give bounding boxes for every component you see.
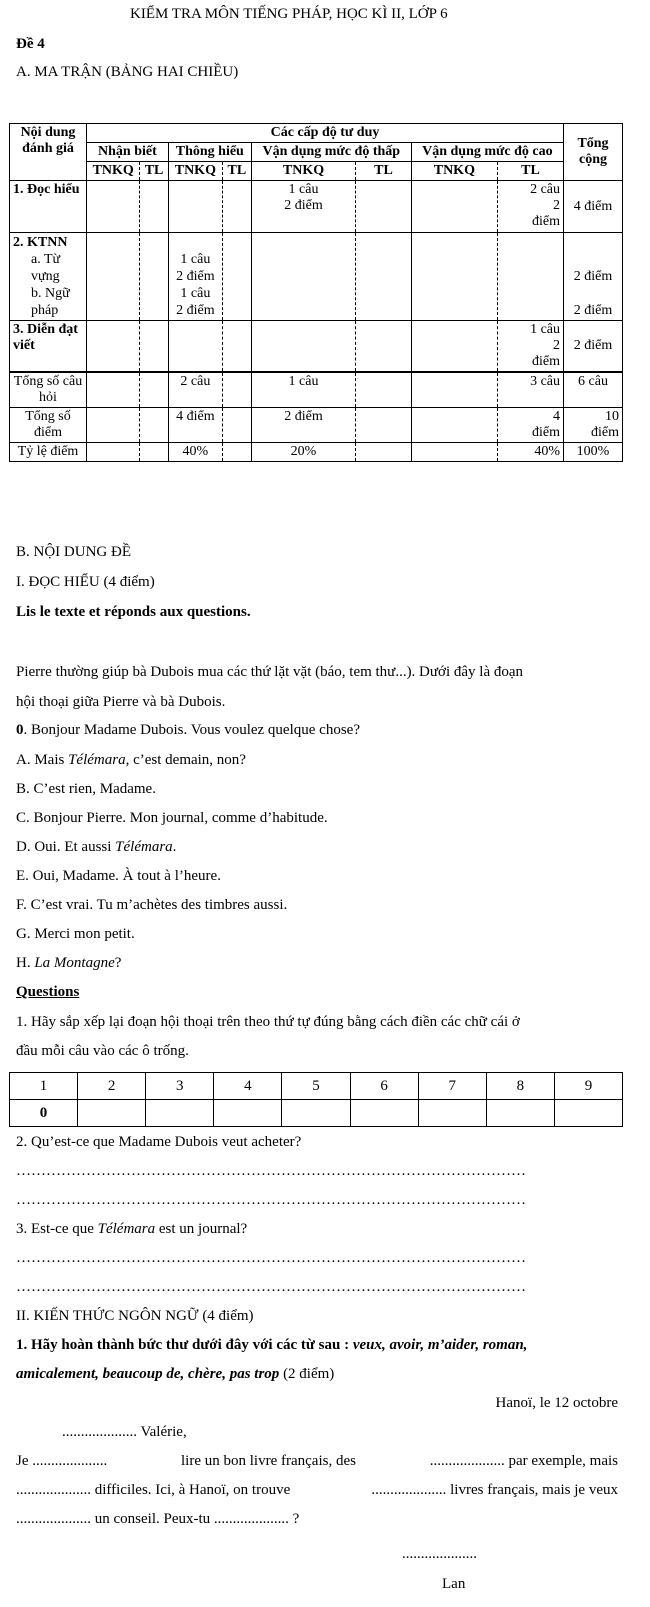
blank-field[interactable]: .................... [62,1424,137,1440]
dialogue-line-g: G. Merci mon petit. [16,926,135,942]
dialogue-line-d: D. Oui. Et aussi Télémara. [16,839,177,855]
grid-answer-cell[interactable] [554,1100,622,1127]
dialogue-line-f: F. C’est vrai. Tu m’achètes des timbres aussi. [16,897,288,913]
sub-header: TL [222,162,251,181]
sum-questions-label: Tổng số câu hỏi [10,372,87,408]
grid-answer-cell[interactable] [214,1100,282,1127]
part1-instruction: Lis le texte et réponds aux questions. [16,604,251,620]
q2-text: 2. Qu’est-ce que Madame Dubois veut acheter? [16,1134,302,1150]
sub-header: TNKQ [251,162,355,181]
sub-header: TNKQ [168,162,222,181]
grid-number: 9 [554,1073,622,1100]
section-a-title: A. MA TRẬN (BẢNG HAI CHIỀU) [16,64,239,80]
grid-number: 7 [418,1073,486,1100]
blank-field[interactable]: .................... [16,1482,91,1498]
cell-value: 20% [251,443,355,462]
cell-total: 4 điểm [564,181,623,233]
cell-value: 4 điểm [168,408,222,443]
letter-line-2: .................... difficiles. Ici, à Hanoï, on trouve .................... livres français, mais je veux [16,1482,618,1498]
dialogue-line-0: 0. Bonjour Madame Dubois. Vous voulez quelque chose? [16,722,360,738]
col-content-header: Nội dung đánh giá [10,124,87,181]
letter-date: Hanoï, le 12 octobre [495,1395,618,1411]
letter-greeting: .................... Valérie, [62,1424,187,1440]
answer-line[interactable]: ………………………………………………………………………………………… [16,1279,526,1295]
dialogue-line-a: A. Mais Télémara, c’est demain, non? [16,752,246,768]
row-label-reading: 1. Đọc hiểu [10,181,87,233]
grid-number: 3 [146,1073,214,1100]
q1-line-1: 1. Hãy sắp xếp lại đoạn hội thoại trên theo thứ tự đúng bằng cách điền các chữ cái ở [16,1014,520,1030]
task-line-1: 1. Hãy hoàn thành bức thư dưới đây với các từ sau : veux, avoir, m’aider, roman, [16,1337,528,1353]
sub-header: TNKQ [87,162,140,181]
blank-field[interactable]: .................... [16,1511,91,1527]
ktnn-b: b. Ngữ pháp [31,286,70,318]
level-header: Nhận biết [87,143,169,162]
grid-answer-cell[interactable] [486,1100,554,1127]
answer-grid [9,1072,623,1127]
col-total-header: Tổng cộng [564,124,623,181]
answer-line[interactable]: ………………………………………………………………………………………… [16,1192,526,1208]
closing-blank[interactable]: .................... [402,1546,477,1562]
answer-line[interactable]: ………………………………………………………………………………………… [16,1250,526,1266]
sum-points-label: Tổng số điểm [10,408,87,443]
cell-value: 2 điểm [251,408,355,443]
ratio-label: Tỷ lệ điểm [10,443,87,462]
cell-value: 2 câu [168,372,222,408]
blank-field[interactable]: .................... [429,1453,505,1469]
section-b-title: B. NỘI DUNG ĐỀ [16,544,131,560]
row-label-writing: 3. Diễn đạt viết [10,321,87,373]
dialogue-line-e: E. Oui, Madame. À tout à l’heure. [16,868,221,884]
grid-number: 2 [78,1073,146,1100]
letter-line-3: .................... un conseil. Peux-tu .................... ? [16,1511,300,1527]
dialogue-line-h: H. La Montagne? [16,955,122,971]
grid-answer-cell[interactable] [78,1100,146,1127]
row-label-ktnn [10,233,87,321]
answer-line[interactable]: ………………………………………………………………………………………… [16,1163,526,1179]
cell-value: 4 điểm [497,408,563,443]
cell-total: 6 câu [564,372,623,408]
exam-number: Đề 4 [16,36,45,52]
cell-value: 1 câu 2 điểm [251,181,355,233]
grid-number: 8 [486,1073,554,1100]
grid-answer-cell[interactable] [350,1100,418,1127]
level-header: Vận dụng mức độ thấp [251,143,411,162]
part2-heading: II. KIẾN THỨC NGÔN NGỮ (4 điểm) [16,1308,254,1324]
grid-number: 1 [10,1073,78,1100]
cell-total: 10 điểm [564,408,623,443]
page-title: KIỂM TRA MÔN TIẾNG PHÁP, HỌC KÌ II, LỚP 6 [130,6,448,22]
cell-value: 1 câu 2 điểm [497,321,563,373]
task-line-2: amicalement, beaucoup de, chère, pas trop (2 điểm) [16,1366,335,1382]
sub-header: TL [497,162,563,181]
sub-header: TL [356,162,412,181]
questions-heading: Questions [16,984,80,1000]
cell-total: 100% [564,443,623,462]
grid-number: 5 [282,1073,350,1100]
cell-value: 40% [168,443,222,462]
blank-field[interactable]: .................... [32,1453,108,1469]
grid-answer-cell[interactable] [146,1100,214,1127]
ktnn-title: 2. KTNN [13,235,68,250]
q3-text: 3. Est-ce que Télémara est un journal? [16,1221,248,1237]
cell-value: 3 câu [497,372,563,408]
cell-value: 1 câu [251,372,355,408]
dialogue-line-b: B. C’est rien, Madame. [16,781,156,797]
grid-answer-cell[interactable] [282,1100,350,1127]
grid-number: 4 [214,1073,282,1100]
grid-answer-cell[interactable] [418,1100,486,1127]
q1-line-2: đầu mỗi câu vào các ô trống. [16,1043,189,1059]
blank-field[interactable]: .................... [371,1482,447,1498]
col-levels-header: Các cấp độ tư duy [87,124,564,143]
sub-header: TNKQ [411,162,497,181]
level-header: Thông hiểu [168,143,251,162]
cell-value: 1 câu 2 điểm 1 câu 2 điểm [168,233,222,321]
cell-value: 2 câu 2 điểm [497,181,563,233]
sub-header: TL [140,162,168,181]
ktnn-a: a. Từ vựng [31,252,61,284]
grid-answer-cell[interactable]: 0 [10,1100,78,1127]
level-header: Vận dụng mức độ cao [411,143,563,162]
blank-field[interactable]: .................... [213,1511,289,1527]
part1-heading: I. ĐỌC HIỂU (4 điểm) [16,574,155,590]
signature-name: Lan [442,1576,466,1592]
cell-total: 2 điểm 2 điểm [564,233,623,321]
letter-line-1: Je .................... lire un bon livre français, des .................... par exemple, mais [16,1453,618,1469]
cell-value: 40% [497,443,563,462]
intro-line-2: hội thoại giữa Pierre và bà Dubois. [16,694,226,710]
grid-number: 6 [350,1073,418,1100]
dialogue-line-c: C. Bonjour Pierre. Mon journal, comme d’habitude. [16,810,328,826]
cell-total: 2 điểm [564,321,623,373]
matrix-table [9,123,623,462]
intro-line-1: Pierre thường giúp bà Dubois mua các thứ lặt vặt (báo, tem thư...). Dưới đây là đoạn [16,664,524,680]
